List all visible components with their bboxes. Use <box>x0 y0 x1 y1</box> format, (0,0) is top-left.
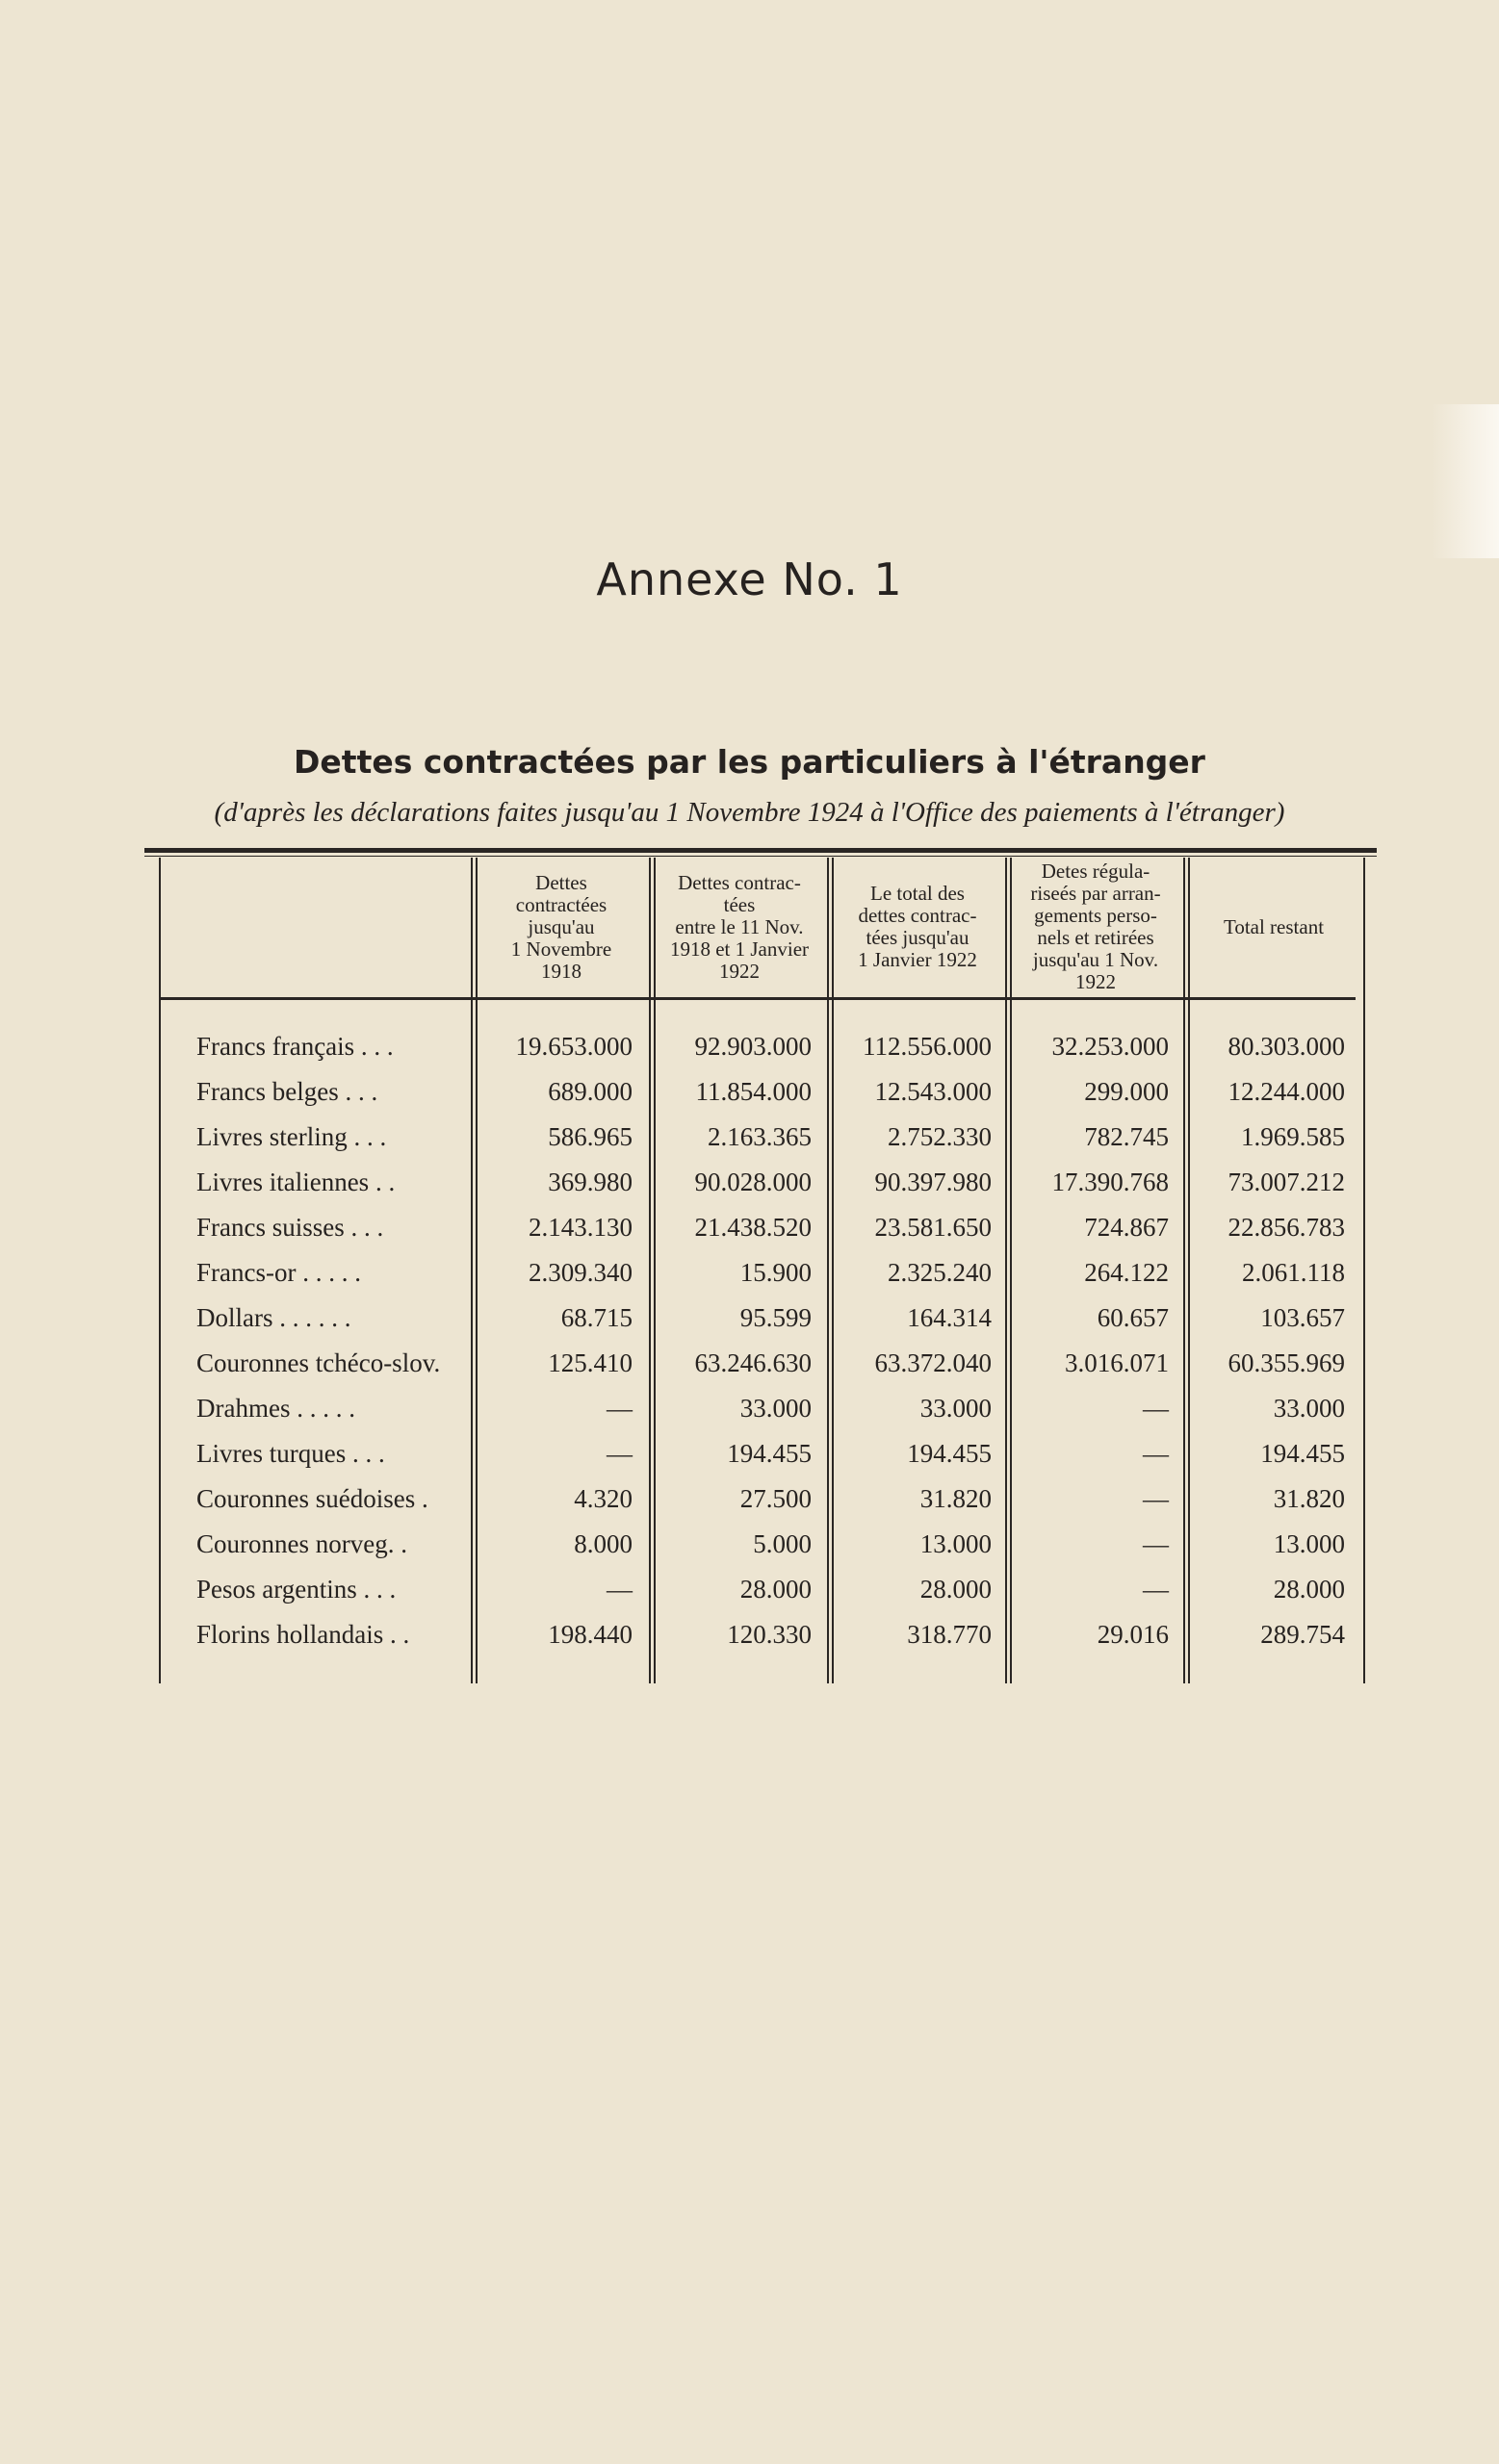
cell-debts-1918: 4.320 <box>574 1484 633 1513</box>
cell-total-1922: 194.455 <box>907 1439 992 1468</box>
cell-debts-1918: 19.653.000 <box>515 1032 633 1061</box>
cell-total-1922: 90.397.980 <box>874 1168 992 1196</box>
cell-debts-1918-1922: 5.000 <box>753 1529 812 1558</box>
cell-regularized: 3.016.071 <box>1065 1348 1169 1377</box>
cell-regularized: 299.000 <box>1084 1077 1169 1106</box>
column-header-debts-1918-1922: Dettes contrac- tées entre le 11 Nov. 1918 et 1 Janvier 1922 <box>669 870 810 983</box>
table-row <box>0 1303 1499 1348</box>
table-row <box>0 1620 1499 1664</box>
row-currency: Dollars . . . . . . <box>196 1303 351 1332</box>
cell-regularized: — <box>1143 1575 1169 1604</box>
cell-total-remaining: 60.355.969 <box>1228 1348 1345 1377</box>
cell-regularized: 264.122 <box>1084 1258 1169 1287</box>
table-row <box>0 1394 1499 1438</box>
cell-debts-1918-1922: 28.000 <box>739 1575 812 1604</box>
cell-total-remaining: 13.000 <box>1273 1529 1345 1558</box>
cell-total-remaining: 103.657 <box>1260 1303 1345 1332</box>
cell-regularized: 32.253.000 <box>1051 1032 1169 1061</box>
table-top-rule-thin <box>144 856 1377 857</box>
column-header-regularized: Detes régula- riseés par arran- gements perso- nels et retirées jusqu'au 1 Nov. 1922 <box>1030 860 1161 993</box>
cell-total-1922: 112.556.000 <box>863 1032 992 1061</box>
cell-total-remaining: 80.303.000 <box>1228 1032 1345 1061</box>
table-row <box>0 1484 1499 1528</box>
cell-debts-1918: 689.000 <box>548 1077 633 1106</box>
cell-total-remaining: 22.856.783 <box>1228 1213 1345 1242</box>
cell-debts-1918-1922: 63.246.630 <box>694 1348 812 1377</box>
cell-total-1922: 33.000 <box>919 1394 992 1423</box>
table-subtitle: (d'après les déclarations faites jusqu'au 1 Novembre 1924 à l'Office des paiements à l'étranger) <box>214 797 1285 828</box>
cell-total-remaining: 2.061.118 <box>1242 1258 1345 1287</box>
cell-total-remaining: 31.820 <box>1273 1484 1345 1513</box>
cell-total-remaining: 28.000 <box>1273 1575 1345 1604</box>
row-currency: Francs suisses . . . <box>196 1213 384 1242</box>
table-row <box>0 1077 1499 1121</box>
cell-regularized: — <box>1143 1529 1169 1558</box>
cell-regularized: 29.016 <box>1097 1620 1169 1649</box>
column-header-total-1922: Le total des dettes contrac- tées jusqu'au 1 Janvier 1922 <box>858 882 977 971</box>
table-top-rule <box>144 848 1377 853</box>
cell-debts-1918-1922: 90.028.000 <box>694 1168 812 1196</box>
header-bottom-rule <box>159 997 1356 1000</box>
cell-regularized: 60.657 <box>1097 1303 1169 1332</box>
cell-total-1922: 31.820 <box>919 1484 992 1513</box>
table-row <box>0 1258 1499 1302</box>
cell-debts-1918: 198.440 <box>548 1620 633 1649</box>
cell-regularized: 782.745 <box>1084 1122 1169 1151</box>
cell-total-remaining: 33.000 <box>1273 1394 1345 1423</box>
row-currency: Livres turques . . . <box>196 1439 385 1468</box>
cell-regularized: — <box>1143 1439 1169 1468</box>
cell-total-remaining: 1.969.585 <box>1241 1122 1345 1151</box>
row-currency: Couronnes suédoises . <box>196 1484 428 1513</box>
cell-debts-1918-1922: 2.163.365 <box>708 1122 812 1151</box>
cell-debts-1918: 369.980 <box>548 1168 633 1196</box>
cell-total-remaining: 289.754 <box>1260 1620 1345 1649</box>
cell-debts-1918: — <box>607 1394 633 1423</box>
cell-debts-1918-1922: 33.000 <box>739 1394 812 1423</box>
table-row <box>0 1122 1499 1167</box>
column-header-total-remaining: Total restant <box>1223 914 1325 938</box>
cell-debts-1918: — <box>607 1439 633 1468</box>
row-currency: Livres sterling . . . <box>196 1122 387 1151</box>
cell-debts-1918-1922: 21.438.520 <box>694 1213 812 1242</box>
cell-debts-1918: 2.309.340 <box>529 1258 633 1287</box>
row-currency: Couronnes norveg. . <box>196 1529 407 1558</box>
table-row <box>0 1348 1499 1393</box>
row-currency: Francs-or . . . . . <box>196 1258 361 1287</box>
cell-regularized: 724.867 <box>1084 1213 1169 1242</box>
table-row <box>0 1575 1499 1619</box>
cell-debts-1918: 586.965 <box>548 1122 633 1151</box>
cell-debts-1918-1922: 15.900 <box>739 1258 812 1287</box>
cell-debts-1918-1922: 95.599 <box>739 1303 812 1332</box>
cell-debts-1918-1922: 120.330 <box>727 1620 812 1649</box>
cell-total-1922: 23.581.650 <box>874 1213 992 1242</box>
cell-total-remaining: 73.007.212 <box>1228 1168 1345 1196</box>
row-currency: Couronnes tchéco-slov. <box>196 1348 441 1377</box>
cell-total-1922: 12.543.000 <box>874 1077 992 1106</box>
table-row <box>0 1032 1499 1076</box>
row-currency: Florins hollandais . . <box>196 1620 410 1649</box>
table-row <box>0 1529 1499 1574</box>
row-currency: Livres italiennes . . <box>196 1168 396 1196</box>
table-row <box>0 1213 1499 1257</box>
row-currency: Pesos argentins . . . <box>196 1575 397 1604</box>
row-currency: Drahmes . . . . . <box>196 1394 355 1423</box>
table-title: Dettes contractées par les particuliers à l'étranger <box>294 743 1205 781</box>
cell-total-remaining: 12.244.000 <box>1228 1077 1345 1106</box>
row-currency: Francs français . . . <box>196 1032 394 1061</box>
table-row <box>0 1168 1499 1212</box>
cell-total-1922: 13.000 <box>919 1529 992 1558</box>
cell-debts-1918-1922: 92.903.000 <box>694 1032 812 1061</box>
annex-title: Annexe No. 1 <box>596 553 903 605</box>
cell-debts-1918: 125.410 <box>548 1348 633 1377</box>
cell-regularized: — <box>1143 1394 1169 1423</box>
cell-debts-1918: — <box>607 1575 633 1604</box>
row-currency: Francs belges . . . <box>196 1077 378 1106</box>
cell-total-1922: 318.770 <box>907 1620 992 1649</box>
cell-debts-1918-1922: 27.500 <box>739 1484 812 1513</box>
cell-total-1922: 164.314 <box>907 1303 992 1332</box>
column-header-debts-1918: Dettes contractées jusqu'au 1 Novembre 1918 <box>510 870 612 983</box>
cell-debts-1918: 2.143.130 <box>529 1213 633 1242</box>
cell-total-1922: 63.372.040 <box>874 1348 992 1377</box>
cell-total-1922: 2.325.240 <box>888 1258 992 1287</box>
cell-debts-1918-1922: 11.854.000 <box>695 1077 812 1106</box>
cell-regularized: 17.390.768 <box>1051 1168 1169 1196</box>
cell-debts-1918: 68.715 <box>560 1303 633 1332</box>
cell-total-remaining: 194.455 <box>1260 1439 1345 1468</box>
cell-debts-1918-1922: 194.455 <box>727 1439 812 1468</box>
cell-regularized: — <box>1143 1484 1169 1513</box>
cell-debts-1918: 8.000 <box>574 1529 633 1558</box>
cell-total-1922: 28.000 <box>919 1575 992 1604</box>
torn-page-edge <box>1432 404 1499 558</box>
table-row <box>0 1439 1499 1483</box>
cell-total-1922: 2.752.330 <box>888 1122 992 1151</box>
